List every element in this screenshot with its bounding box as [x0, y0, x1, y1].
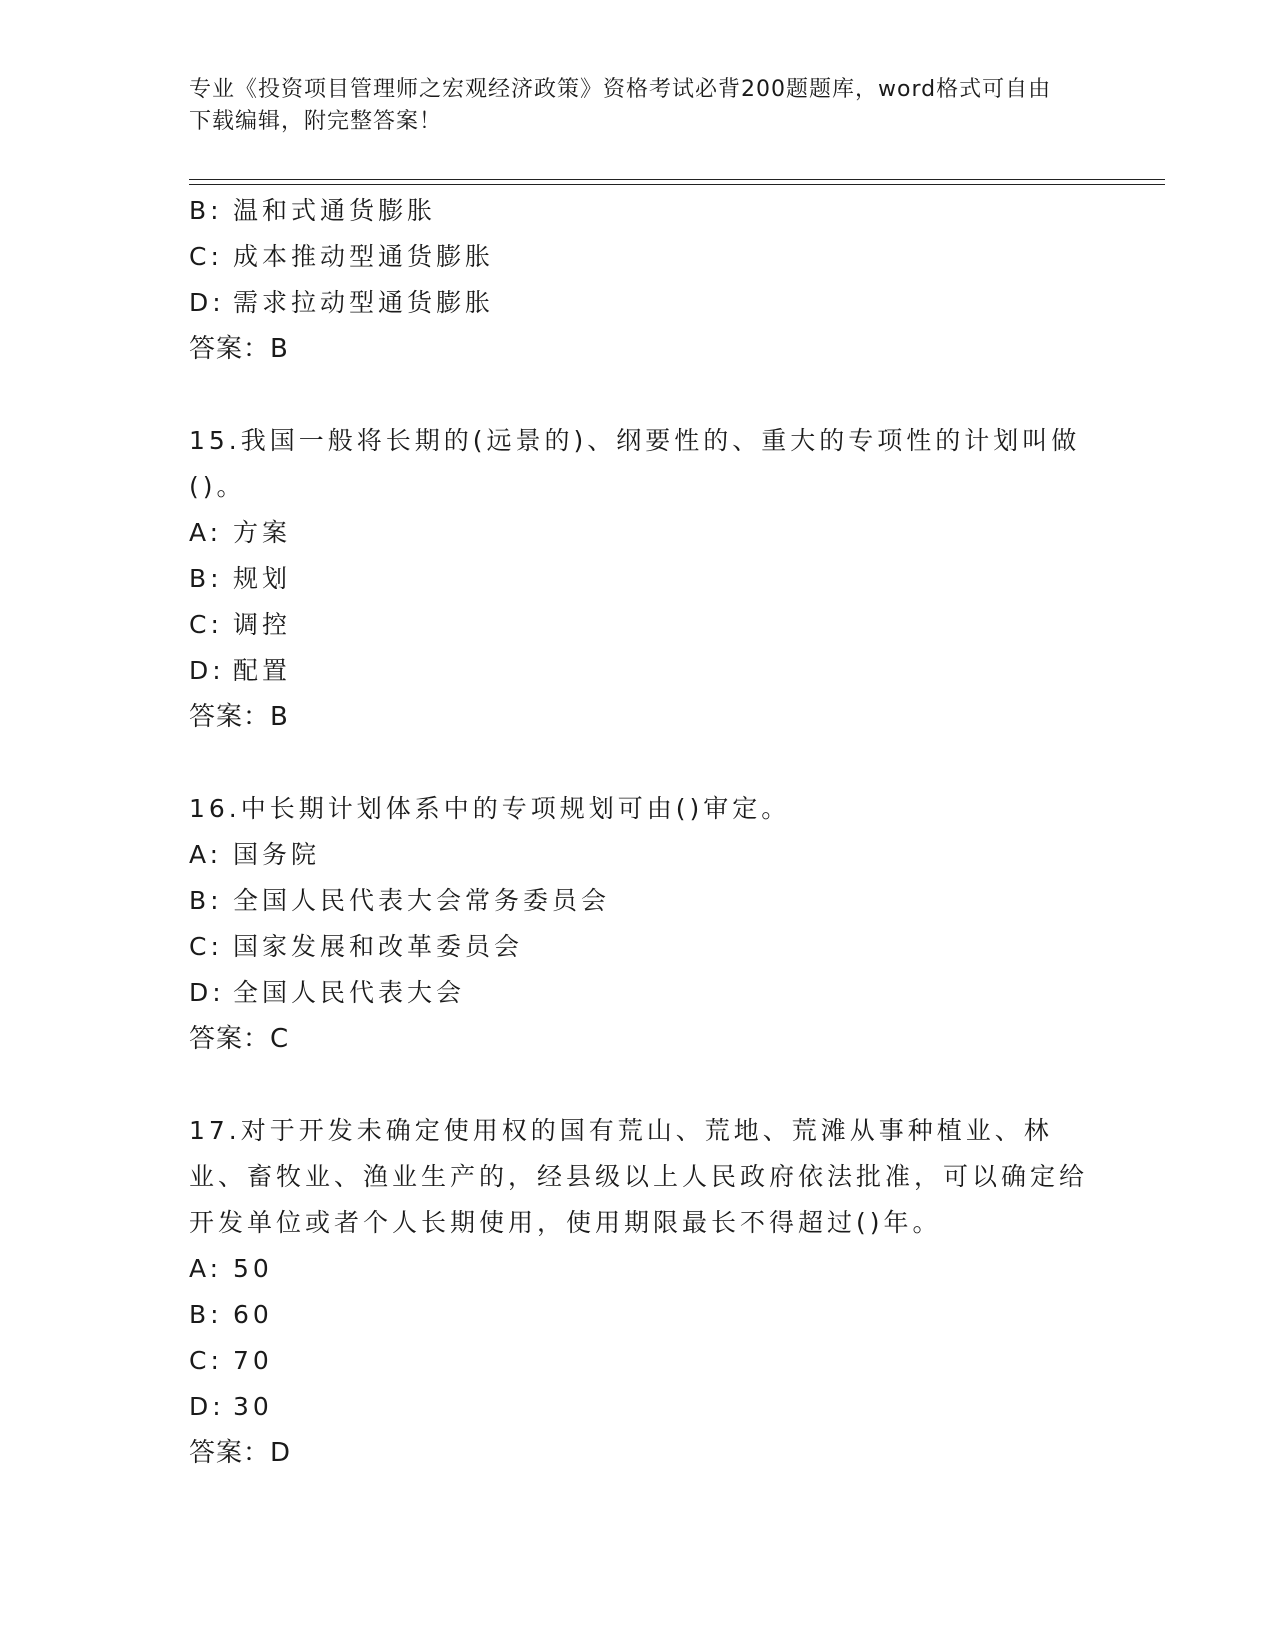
option-label: B: [189, 886, 223, 915]
question-stem: 16.中长期计划体系中的专项规划可由()审定。 [189, 794, 791, 823]
document-header: 专业《投资项目管理师之宏观经济政策》资格考试必背200题题库，word格式可自由下载编辑，附完整答案！ [189, 77, 1052, 134]
option-text: 方案 [233, 518, 292, 547]
option-text: 配置 [233, 656, 292, 685]
option-label: B: [189, 196, 223, 225]
option-label: C: [189, 242, 223, 271]
option-text: 温和式通货膨胀 [233, 196, 437, 225]
option-b [189, 878, 1089, 924]
option-label: B: [189, 564, 223, 593]
option-label: D: [189, 288, 225, 317]
option-d [189, 280, 1089, 326]
option-label: D: [189, 1392, 225, 1421]
option-label: D: [189, 978, 225, 1007]
answer: 答案：C [189, 1024, 290, 1054]
question-14-continuation [189, 188, 1089, 372]
header-rule-top [189, 179, 1165, 180]
option-c [189, 924, 1089, 970]
question-17 [189, 1108, 1089, 1476]
option-c [189, 602, 1089, 648]
option-d [189, 970, 1089, 1016]
question-stem: 15.我国一般将长期的(远景的)、纲要性的、重大的专项性的计划叫做()。 [189, 426, 1081, 501]
header-rule-bottom [189, 184, 1165, 185]
option-d [189, 648, 1089, 694]
option-text: 30 [233, 1392, 273, 1421]
option-text: 国务院 [233, 840, 321, 869]
option-label: C: [189, 610, 223, 639]
answer: 答案：D [189, 1438, 292, 1468]
option-text: 需求拉动型通货膨胀 [233, 288, 495, 317]
option-label: A: [189, 1254, 223, 1283]
option-b [189, 188, 1089, 234]
option-text: 调控 [233, 610, 292, 639]
answer: 答案：B [189, 702, 289, 732]
option-text: 50 [233, 1254, 273, 1283]
option-text: 成本推动型通货膨胀 [233, 242, 495, 271]
question-15 [189, 418, 1089, 740]
option-b [189, 556, 1089, 602]
option-c [189, 234, 1089, 280]
option-c [189, 1338, 1089, 1384]
option-label: C: [189, 932, 223, 961]
document-body [189, 188, 1089, 1476]
option-text: 规划 [233, 564, 292, 593]
question-16 [189, 786, 1089, 1062]
option-d [189, 1384, 1089, 1430]
option-label: A: [189, 840, 223, 869]
option-text: 全国人民代表大会常务委员会 [233, 886, 611, 915]
option-label: C: [189, 1346, 223, 1375]
option-a [189, 1246, 1089, 1292]
option-a [189, 832, 1089, 878]
option-label: B: [189, 1300, 223, 1329]
question-stem: 17.对于开发未确定使用权的国有荒山、荒地、荒滩从事种植业、林业、畜牧业、渔业生产的，经县级以上人民政府依法批准，可以确定给开发单位或者个人长期使用，使用期限最长不得超过()年。 [189, 1116, 1089, 1237]
option-b [189, 1292, 1089, 1338]
option-label: D: [189, 656, 225, 685]
option-text: 国家发展和改革委员会 [233, 932, 524, 961]
option-label: A: [189, 518, 223, 547]
option-text: 全国人民代表大会 [233, 978, 466, 1007]
option-text: 70 [233, 1346, 273, 1375]
answer: 答案：B [189, 334, 289, 364]
option-text: 60 [233, 1300, 273, 1329]
option-a [189, 510, 1089, 556]
